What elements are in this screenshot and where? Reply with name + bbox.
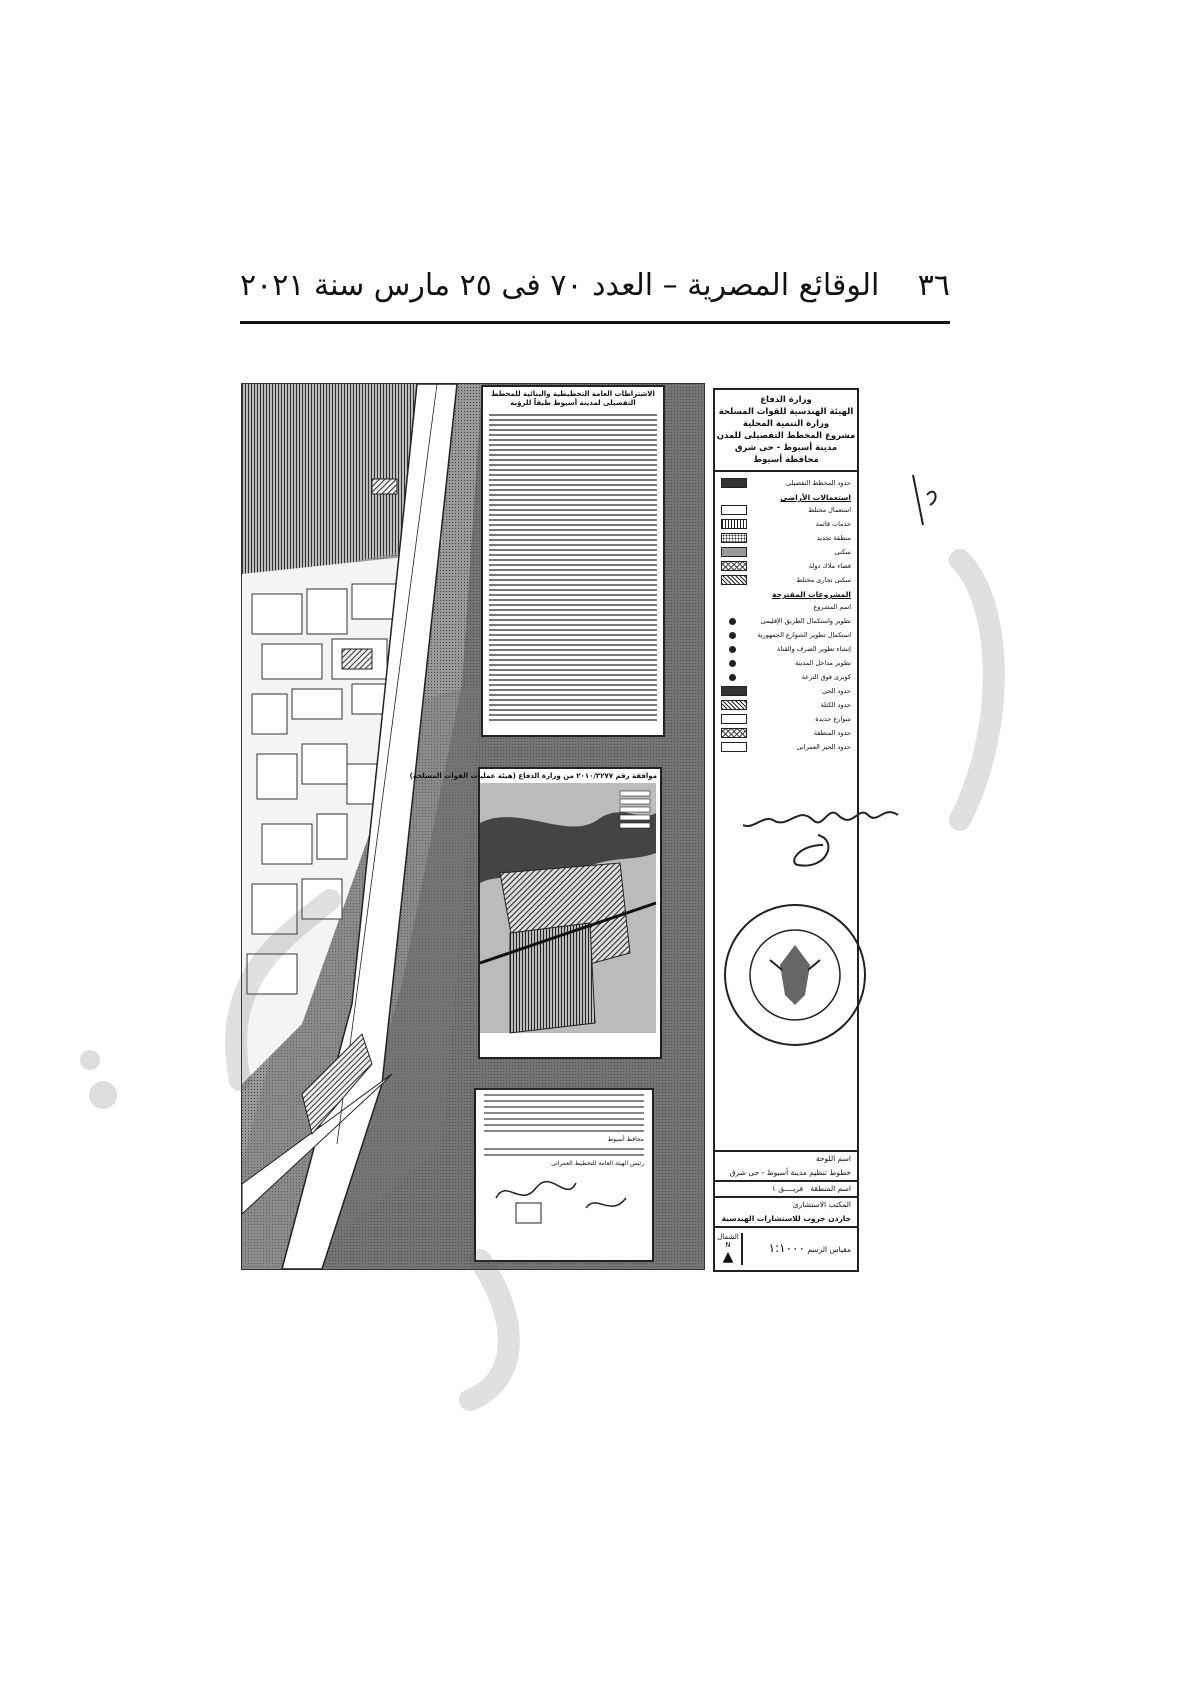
legend-landuse-row: سكنى تجارى مختلط <box>715 573 857 587</box>
legend-boundary-row: حدود المخطط التفصيلى <box>715 476 857 490</box>
legend-project-row: استكمال تطوير الشوارع الجمهورية <box>715 628 857 642</box>
legend-project-row: تطوير واستكمال الطريق الإقليمى <box>715 614 857 628</box>
header-rule <box>240 321 950 324</box>
page-header <box>240 268 950 308</box>
north-arrow-icon: ▲ <box>722 1249 734 1265</box>
legend-section-landuse: استعمالات الأراضى <box>780 493 851 502</box>
legend-boundary-row: شوارع جديدة <box>715 712 857 726</box>
consultant-value: جاردن جروب للاستشارات الهندسية <box>721 1214 851 1223</box>
notes-text-lines <box>483 414 663 721</box>
north-arrow: الشمال N ▲ <box>715 1233 743 1265</box>
page-title: الوقائع المصرية – العدد ٧٠ فى ٢٥ مارس سنة ٢٠٢١ <box>240 268 880 303</box>
legend-bottom-cells <box>715 1150 857 1270</box>
legend-org-header: وزارة الدفاع الهيئة الهندسية للقوات المسلحة وزارة التنمية المحلية مشروع المخطط التفصيلى للمدن مدينة أسيوط - حى شرق محافظة أسيوط <box>716 395 856 465</box>
consultant-label: المكتب الاستشارى <box>792 1200 851 1209</box>
approval-line-2: رئيس الهيئة العامة للتخطيط العمرانى <box>551 1160 644 1167</box>
legend-section-projects: المشروعات المقترحة <box>772 590 851 599</box>
legend-boundary-row: حدود الحيز العمرانى <box>715 740 857 754</box>
legend-landuse-row: استعمال مختلط <box>715 503 857 517</box>
scale-label: مقياس الرسم <box>807 1245 851 1254</box>
zone-value: فريــــق ١ <box>771 1184 804 1193</box>
legend-boundary-row: حدود الكتلة <box>715 698 857 712</box>
general-conditions-notes <box>481 385 665 737</box>
legend-landuse-row: خدمات قائمة <box>715 517 857 531</box>
legend-project-row: إنشاء تطوير الصرف والقناة <box>715 642 857 656</box>
sheet-name-value: خطوط تنظيم مدينة أسيوط - حى شرق <box>729 1168 851 1177</box>
margin-annotation <box>905 470 945 530</box>
legend-projects-sub: اسم المشروع <box>813 603 851 611</box>
inset-map-image <box>480 783 656 1033</box>
legend-boundary-row: حدود الحى <box>715 684 857 698</box>
notes-title: الاشتراطات العامة التخطيطية والبنائية للمخطط التفصيلى لمدينة أسيوط طبقاً للرؤية <box>491 390 655 407</box>
legend-landuse-row: منطقة تجديد <box>715 531 857 545</box>
legend-project-row: تطوير مداخل المدينة <box>715 656 857 670</box>
legend-landuse-row: فضاء ملاك دولة <box>715 559 857 573</box>
approval-line-1: محافظ أسيوط <box>607 1136 644 1143</box>
inset-title: موافقة رقم ٢٠١٠/٣٢٧٧ من وزارة الدفاع (هيئة عمليات القوات المسلحة) <box>409 772 657 780</box>
approval-signature-scribbles <box>476 1168 646 1228</box>
approval-inset-map <box>409 767 662 1059</box>
handwritten-signature <box>728 785 908 875</box>
legend-project-row: كوبرى فوق الترعة <box>715 670 857 684</box>
eagle-emblem-icon <box>780 945 810 1005</box>
official-seal <box>720 900 870 1050</box>
scale-value: ١:١٠٠٠ <box>768 1241 805 1255</box>
legend-landuse-row: سكنى <box>715 545 857 559</box>
sheet-name-label: اسم اللوحة <box>815 1154 851 1163</box>
legend-boundary-row: حدود المنطقة <box>715 726 857 740</box>
zone-label: اسم المنطقة <box>810 1184 851 1193</box>
approval-signatures-box <box>474 1088 654 1262</box>
page-number: ٣٦ <box>917 268 950 303</box>
